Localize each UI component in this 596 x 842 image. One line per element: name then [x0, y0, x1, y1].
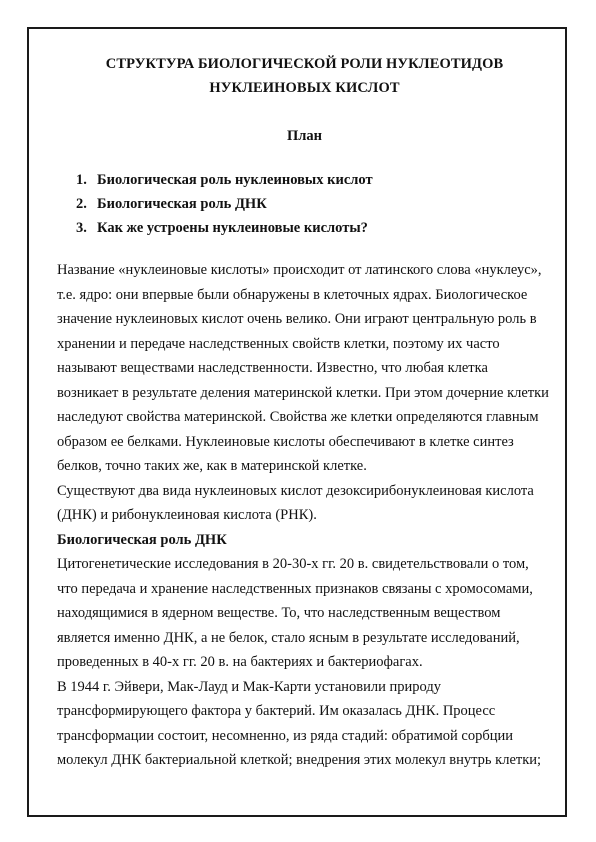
plan-item-text: Биологическая роль нуклеиновых кислот	[97, 172, 373, 188]
plan-item	[57, 168, 552, 192]
document-title-line-1: СТРУКТУРА БИОЛОГИЧЕСКОЙ РОЛИ НУКЛЕОТИДОВ	[105, 56, 504, 72]
document-title-line-2: НУКЛЕИНОВЫХ КИСЛОТ	[209, 80, 400, 96]
body-text	[57, 258, 552, 773]
paragraph-cytogenetics: Цитогенетические исследования в 20-30-х гг. 20 в. свидетельствовали о том, что передача и хранение наследственных признаков связаны с хромосомами, находящимися в ядерном веществе. То, что наследственным веществом является именно ДНК, а не белок, стало ясным в результате исследований, проведенных в 40-х гг. 20 в. на бактериях и бактериофагах.	[57, 556, 533, 670]
section-heading-dna: Биологическая роль ДНК	[57, 531, 227, 548]
plan-item-text: Биологическая роль ДНК	[97, 196, 267, 212]
plan-item	[57, 192, 552, 216]
plan-item-text: Как же устроены нуклеиновые кислоты?	[97, 220, 368, 236]
plan-item	[57, 216, 552, 240]
plan-item-number: 1.	[76, 172, 87, 188]
plan-heading: План	[286, 128, 323, 144]
document-content	[57, 52, 552, 773]
plan-item-number: 3.	[76, 220, 87, 236]
paragraph-types: Существуют два вида нуклеиновых кислот дезоксирибонуклеиновая кислота (ДНК) и рибонуклеиновая кислота (РНК).	[57, 482, 534, 523]
plan-list	[57, 168, 552, 240]
paragraph-avery: В 1944 г. Эйвери, Мак-Лауд и Мак-Карти установили природу трансформирующего фактора у бактерий. Им оказалась ДНК. Процесс трансформации состоит, несомненно, из ряда стадий: обратимой сорбции молекул ДНК бактериальной клеткой; внедрения этих молекул внутрь клетки;	[57, 678, 542, 768]
paragraph-intro: Название «нуклеиновые кислоты» происходит от латинского слова «нуклеус», т.е. ядро: они впервые были обнаружены в клеточных ядрах. Биологическое значение нуклеиновых кислот очень велико. Они играют центральную роль в хранении и передаче наследственных свойств клетки, поэтому их часто называют веществами наследственности. Известно, что любая клетка возникает в результате деления материнской клетки. При этом дочерние клетки наследуют свойства материнской. Свойства же клетки определяются главным образом ее белками. Нуклеиновые кислоты обеспечивают в клетке синтез белков, точно таких же, как в материнской клетке.	[57, 262, 549, 474]
plan-item-number: 2.	[76, 196, 87, 212]
